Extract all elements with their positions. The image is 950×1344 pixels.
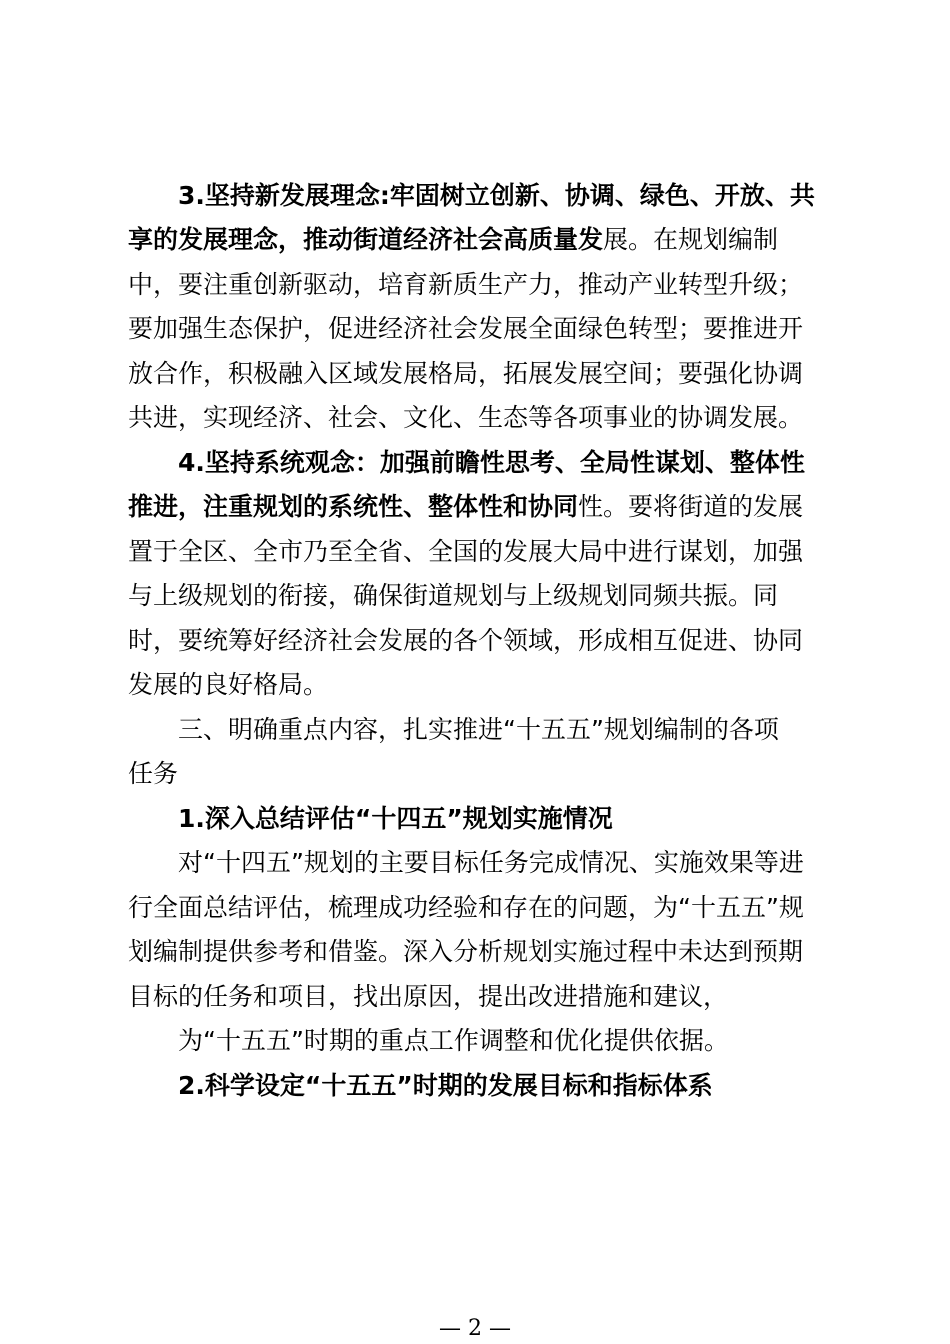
text-line [128, 220, 778, 260]
normal-text: 行全面总结评估，梳理成功经验和存在的问题，为“十五五”规 [128, 893, 804, 922]
text-line [128, 532, 803, 572]
text-line [178, 710, 779, 750]
normal-text: 要加强生态保护，促进经济社会发展全面绿色转型；要推进开 [128, 314, 804, 343]
normal-text: 放合作，积极融入区域发展格局，拓展发展空间；要强化协调 [128, 359, 804, 388]
text-line [128, 754, 178, 794]
text-line [128, 309, 803, 349]
bold-text: 1.深入总结评估“十四五”规划实施情况 [178, 804, 613, 833]
normal-text: 对“十四五”规划的主要目标任务完成情况、实施效果等进 [178, 848, 804, 877]
text-line [178, 843, 804, 883]
bold-text: 4.坚持系统观念：加强前瞻性思考、全局性谋划、整体性 [178, 448, 805, 477]
text-line [128, 665, 328, 705]
text-line [178, 176, 815, 216]
text-line [128, 487, 803, 527]
normal-text: 与上级规划的衔接，确保街道规划与上级规划同频共振。同 [128, 581, 779, 610]
text-line [128, 888, 804, 928]
normal-text: 时，要统筹好经济社会发展的各个领域，形成相互促进、协同 [128, 626, 804, 655]
text-line [128, 621, 803, 661]
text-line [178, 799, 613, 839]
text-line [178, 1066, 713, 1106]
bold-text: 2.科学设定“十五五”时期的发展目标和指标体系 [178, 1071, 713, 1100]
bold-text: 推进，注重规划的系统性、整体性和协同 [128, 492, 579, 521]
normal-text: 任务 [128, 759, 179, 788]
text-line [128, 265, 803, 305]
normal-text: 性。要将街道的发展 [578, 492, 804, 521]
text-line [128, 354, 803, 394]
normal-text: 目标的任务和项目，找出原因，提出改进措施和建议， [128, 982, 729, 1011]
normal-text: 发展的良好格局。 [128, 670, 329, 699]
text-line [128, 576, 778, 616]
text-line [178, 443, 805, 483]
normal-text: 为“十五五”时期的重点工作调整和优化提供依据。 [178, 1026, 729, 1055]
bold-text: 享的发展理念，推动街道经济社会高质量发 [128, 225, 604, 254]
text-line [128, 398, 803, 438]
bold-text: 3.坚持新发展理念:牢固树立创新、协调、绿色、开放、共 [178, 181, 815, 210]
normal-text: 三、明确重点内容，扎实推进“十五五”规划编制的各项 [178, 715, 779, 744]
page-number: — 2 — [439, 1316, 511, 1341]
normal-text: 展。在规划编制 [603, 225, 779, 254]
text-line [178, 1021, 729, 1061]
normal-text: 中，要注重创新驱动，培育新质生产力，推动产业转型升级； [128, 270, 804, 299]
text-line [128, 977, 728, 1017]
normal-text: 共进，实现经济、社会、文化、生态等各项事业的协调发展。 [128, 403, 804, 432]
text-line [128, 932, 803, 972]
normal-text: 划编制提供参考和借鉴。深入分析规划实施过程中未达到预期 [128, 937, 804, 966]
normal-text: 置于全区、全市乃至全省、全国的发展大局中进行谋划，加强 [128, 537, 804, 566]
